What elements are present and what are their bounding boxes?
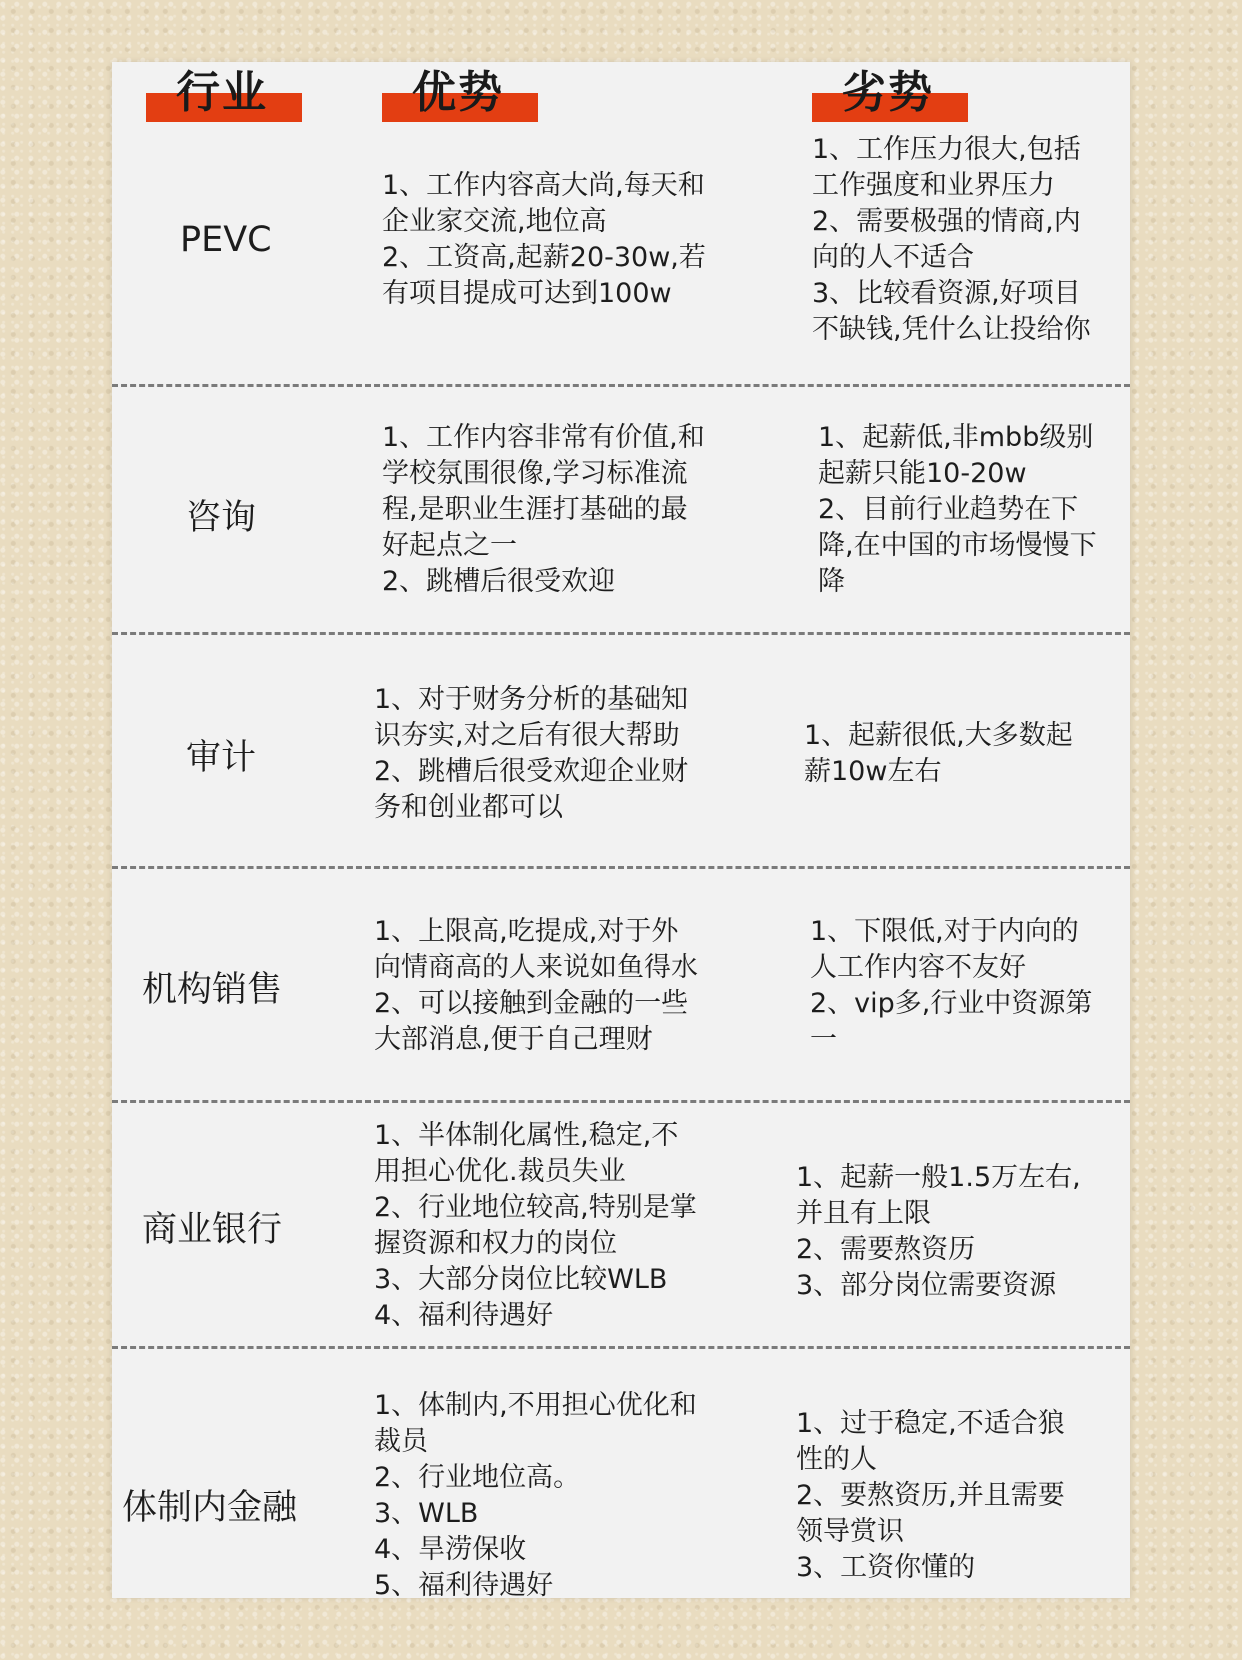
pros-line: 2、跳槽后很受欢迎: [382, 566, 616, 597]
cons-line: 3、部分岗位需要资源: [796, 1270, 1057, 1301]
cons-line: 并且有上限: [796, 1198, 931, 1229]
cons-line: 1、工作压力很大,包括: [812, 134, 1081, 165]
pros-line: 3、WLB: [374, 1498, 479, 1529]
pros-line: 裁员: [374, 1426, 428, 1457]
row-divider: [112, 866, 1130, 869]
cons-line: 工作强度和业界压力: [812, 170, 1055, 201]
cons-line: 1、下限低,对于内向的: [810, 916, 1079, 947]
pros-cell: [382, 168, 706, 312]
pros-line: 握资源和权力的岗位: [374, 1228, 617, 1259]
pros-line: 1、对于财务分析的基础知: [374, 684, 689, 715]
cons-cell: [804, 718, 1073, 790]
pros-cell: [374, 1388, 697, 1598]
pros-line: 3、大部分岗位比较WLB: [374, 1264, 668, 1295]
cons-cell: [810, 914, 1092, 1058]
cons-cell: [796, 1160, 1081, 1304]
header-cons-label: 劣势: [842, 67, 934, 118]
row-divider: [112, 632, 1130, 635]
cons-line: 一: [810, 1024, 837, 1055]
industry-name: 体制内金融: [122, 1488, 298, 1528]
comparison-sheet: [112, 62, 1130, 1598]
pros-line: 2、工资高,起薪20-30w,若: [382, 242, 706, 273]
cons-line: 起薪只能10-20w: [818, 458, 1027, 489]
pros-line: 学校氛围很像,学习标准流: [382, 458, 688, 489]
pros-line: 4、旱涝保收: [374, 1534, 527, 1565]
pros-line: 1、半体制化属性,稳定,不: [374, 1120, 679, 1151]
header-cons: [812, 62, 972, 124]
cons-line: 2、目前行业趋势在下: [818, 494, 1079, 525]
row-divider: [112, 1100, 1130, 1103]
cons-line: 降: [818, 566, 845, 597]
pros-line: 2、可以接触到金融的一些: [374, 988, 689, 1019]
cons-line: 人工作内容不友好: [810, 952, 1026, 983]
header-pros: [382, 62, 542, 124]
cons-line: 1、起薪很低,大多数起: [804, 720, 1073, 751]
row-divider: [112, 384, 1130, 387]
row-divider: [112, 1346, 1130, 1349]
cons-line: 3、工资你懂的: [796, 1552, 976, 1583]
cons-line: 向的人不适合: [812, 242, 974, 273]
pros-line: 2、行业地位高。: [374, 1462, 581, 1493]
cons-line: 2、vip多,行业中资源第: [810, 988, 1093, 1019]
cons-line: 1、起薪低,非mbb级别: [818, 422, 1094, 453]
pros-line: 1、工作内容非常有价值,和: [382, 422, 705, 453]
pros-line: 向情商高的人来说如鱼得水: [374, 952, 698, 983]
cons-cell: [812, 132, 1091, 348]
header-industry: [146, 62, 306, 124]
cons-line: 2、要熬资历,并且需要: [796, 1480, 1065, 1511]
cons-line: 2、需要极强的情商,内: [812, 206, 1081, 237]
pros-line: 企业家交流,地位高: [382, 206, 607, 237]
pros-cell: [382, 420, 705, 600]
cons-cell: [796, 1406, 1065, 1586]
cons-cell: [818, 420, 1097, 600]
pros-line: 大部消息,便于自己理财: [374, 1024, 653, 1055]
industry-name: 审计: [186, 738, 257, 778]
pros-line: 1、体制内,不用担心优化和: [374, 1390, 697, 1421]
pros-cell: [374, 914, 698, 1058]
cons-line: 不缺钱,凭什么让投给你: [812, 314, 1091, 345]
pros-line: 用担心优化.裁员失业: [374, 1156, 626, 1187]
pros-cell: [374, 682, 688, 826]
header-pros-label: 优势: [412, 67, 504, 118]
pros-line: 2、行业地位较高,特别是掌: [374, 1192, 697, 1223]
pros-line: 5、福利待遇好: [374, 1570, 554, 1598]
pros-line: 有项目提成可达到100w: [382, 278, 672, 309]
pros-line: 1、工作内容高大尚,每天和: [382, 170, 705, 201]
industry-name: 咨询: [186, 498, 257, 538]
header-industry-label: 行业: [176, 67, 268, 118]
pros-line: 务和创业都可以: [374, 792, 563, 823]
industry-name: PEVC: [180, 220, 272, 260]
pros-line: 4、福利待遇好: [374, 1300, 554, 1331]
industry-name: 机构销售: [142, 970, 283, 1010]
cons-line: 降,在中国的市场慢慢下: [818, 530, 1097, 561]
industry-name: 商业银行: [142, 1210, 283, 1250]
pros-line: 识夯实,对之后有很大帮助: [374, 720, 680, 751]
pros-line: 好起点之一: [382, 530, 517, 561]
cons-line: 1、过于稳定,不适合狼: [796, 1408, 1065, 1439]
cons-line: 性的人: [796, 1444, 877, 1475]
cons-line: 3、比较看资源,好项目: [812, 278, 1081, 309]
cons-line: 1、起薪一般1.5万左右,: [796, 1162, 1081, 1193]
pros-line: 1、上限高,吃提成,对于外: [374, 916, 679, 947]
pros-cell: [374, 1118, 697, 1334]
cons-line: 领导赏识: [796, 1516, 904, 1547]
cons-line: 2、需要熬资历: [796, 1234, 976, 1265]
pros-line: 2、跳槽后很受欢迎企业财: [374, 756, 689, 787]
pros-line: 程,是职业生涯打基础的最: [382, 494, 688, 525]
cons-line: 薪10w左右: [804, 756, 942, 787]
